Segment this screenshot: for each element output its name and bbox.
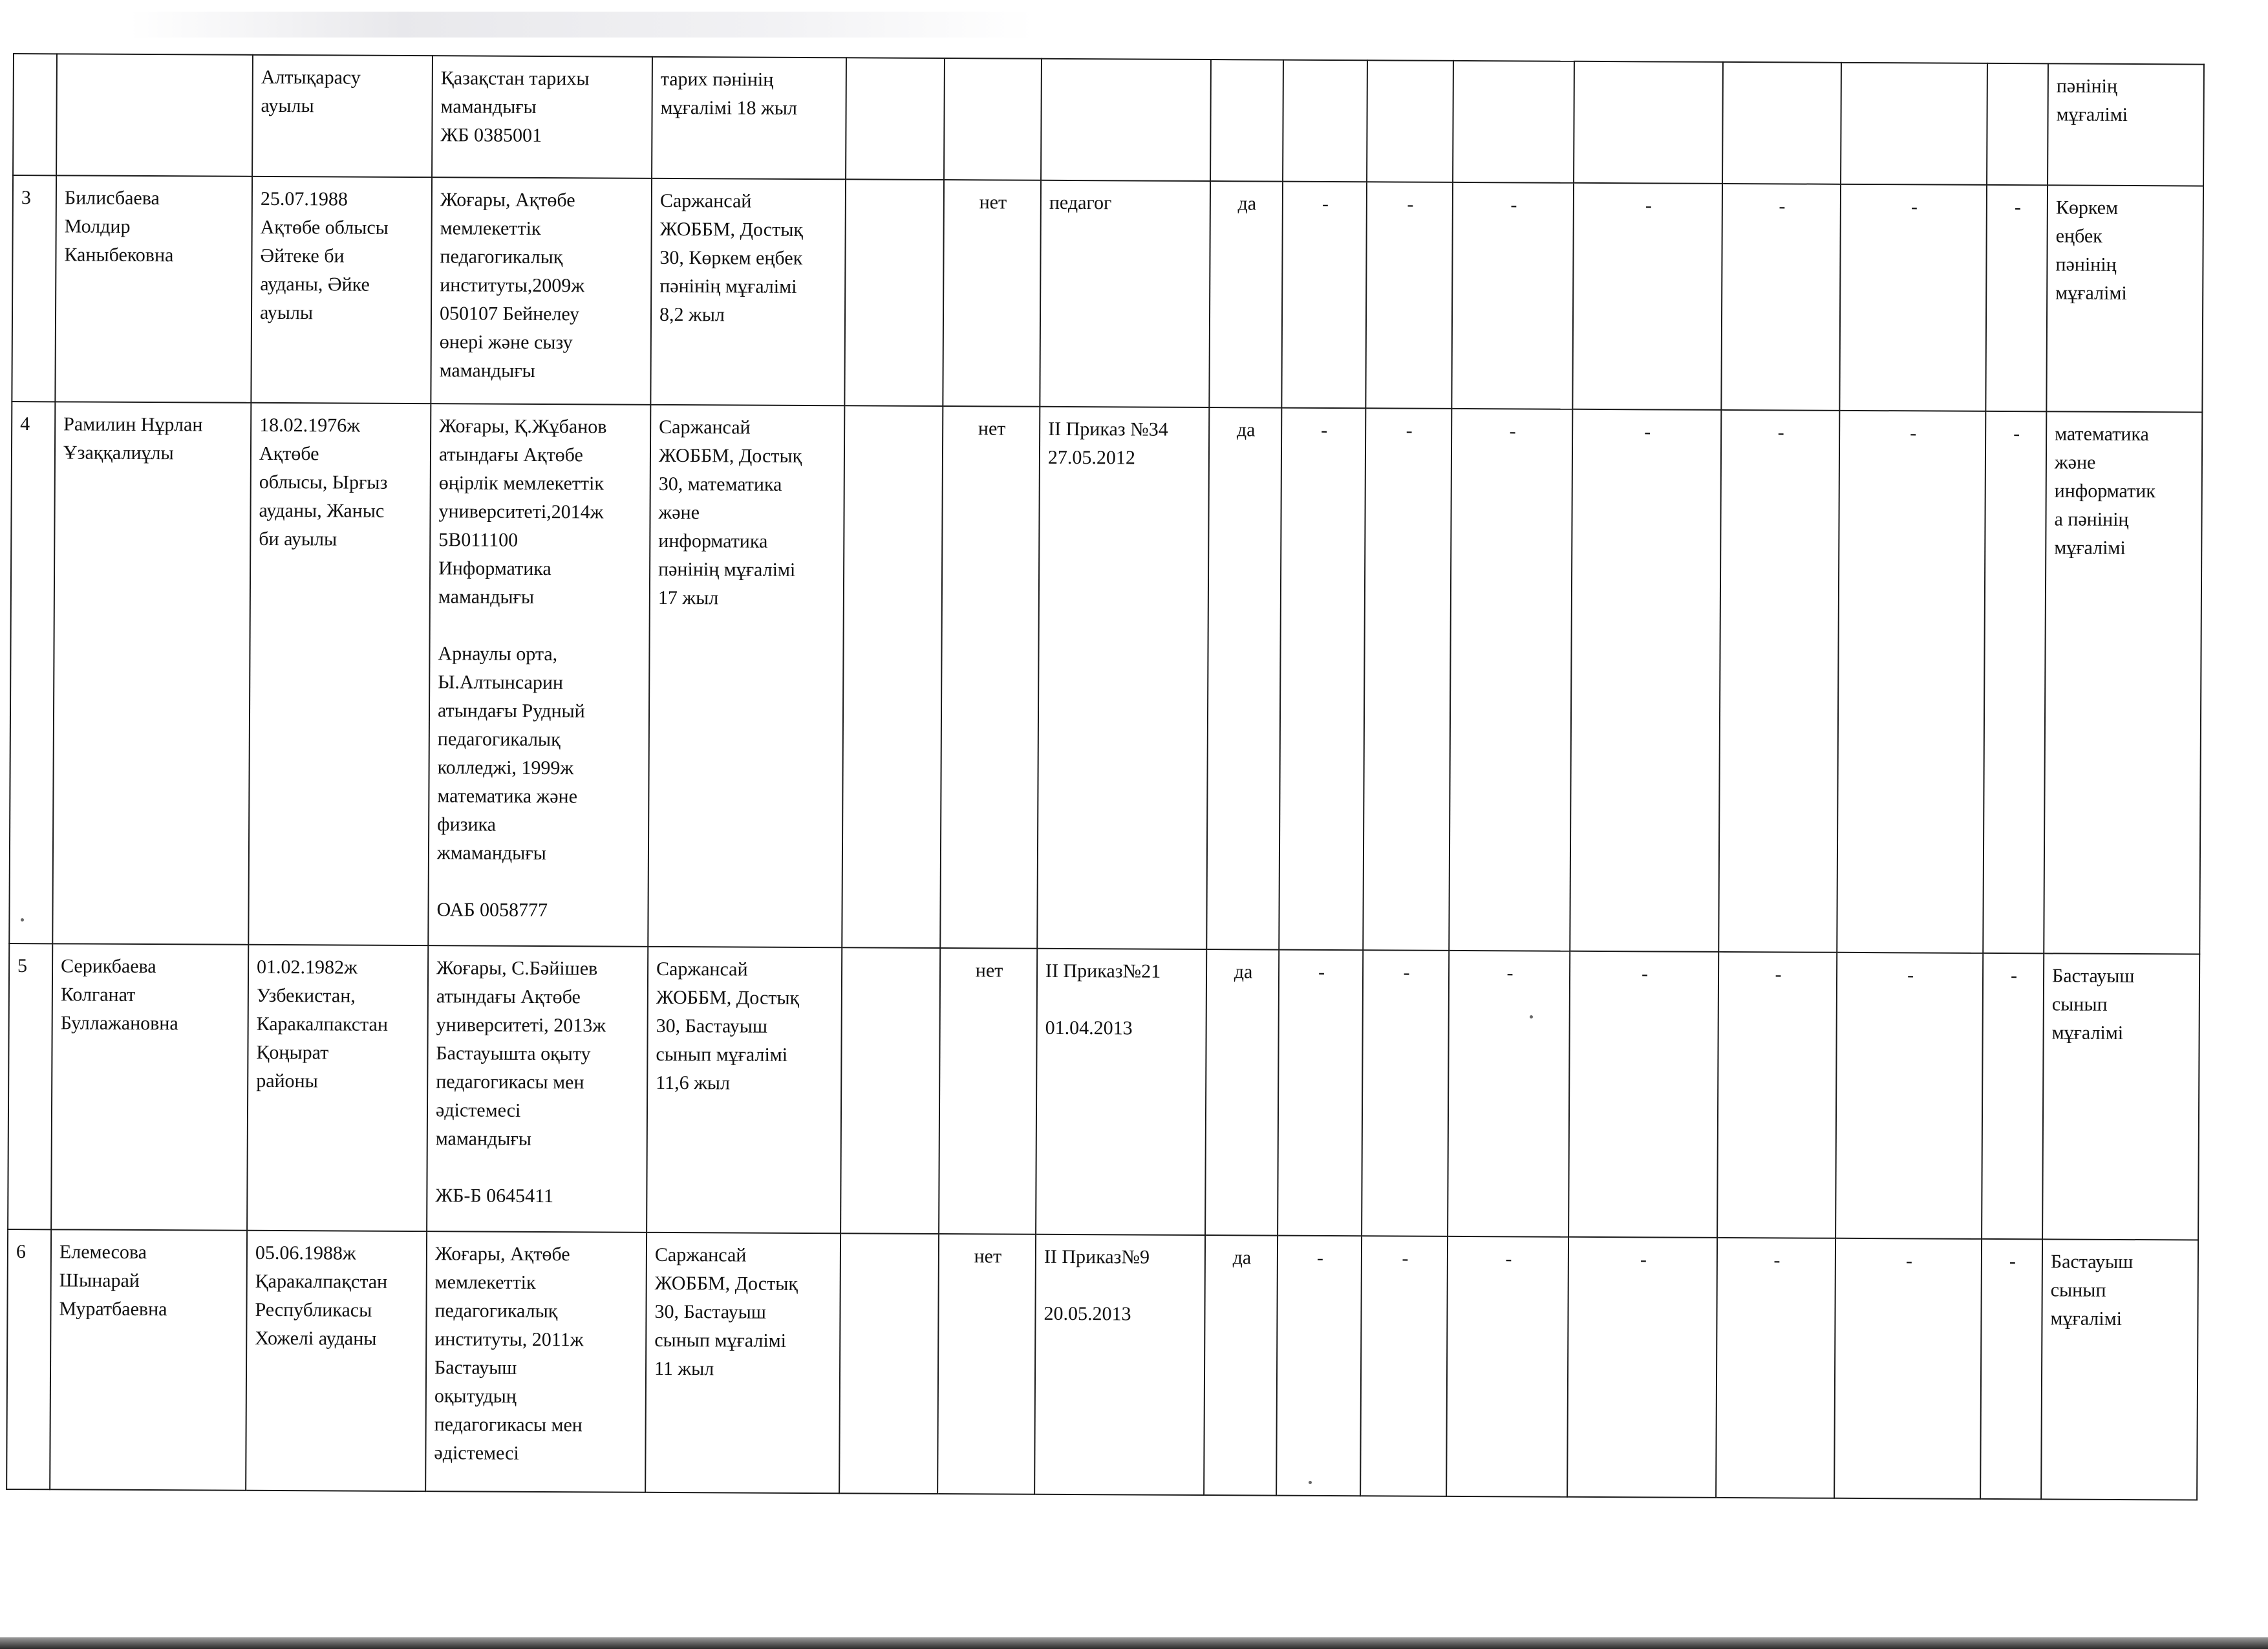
- empty-cell: [844, 179, 944, 406]
- birth-date-place: Алтықарасу ауылы: [252, 55, 433, 177]
- dash-cell: -: [1365, 182, 1453, 409]
- category-cell: II Приказ№21 01.04.2013: [1036, 949, 1206, 1235]
- subject-cell: пәнінің мұғалімі: [2048, 63, 2204, 186]
- workplace-experience: Саржансай ЖОББМ, Достық 30, Бастауыш сынып мұғалімі 11,6 жыл: [647, 947, 842, 1233]
- status-cell: нет: [943, 180, 1041, 407]
- birth-date-place: 25.07.1988 Ақтөбе облысы Әйтеке би ауданы, Әйке ауылы: [251, 177, 432, 404]
- full-name: Билисбаева Молдир Каныбековна: [55, 175, 252, 402]
- education: Жоғары, Қ.Жұбанов атындағы Ақтөбе өңірлік мемлекеттік университеті,2014ж 5В011100 Информатика мамандығы Арнаулы орта, Ы.Алтынсарин атындағы Рудный педагогикалық колледжі, 1999ж математика және физика жмамандығы ОАБ 0058777: [428, 404, 650, 947]
- subject-cell: математика және информатик а пәнінің мұғалімі: [2044, 411, 2202, 954]
- dash-cell: -: [1362, 950, 1449, 1236]
- workplace-experience: Саржансай ЖОББМ, Достық 30, математика және информатика пәнінің мұғалімі 17 жыл: [648, 405, 844, 947]
- status-cell: нет: [937, 1234, 1036, 1494]
- dash-cell: -: [1980, 1239, 2042, 1499]
- scan-speck: [21, 918, 24, 921]
- confirm-cell: [1210, 59, 1283, 182]
- dash-cell: -: [1982, 953, 2044, 1239]
- dash-cell: -: [1446, 1236, 1568, 1497]
- dash-cell: -: [1567, 1237, 1717, 1498]
- category-cell: [1041, 59, 1211, 181]
- row-number: 6: [6, 1229, 51, 1489]
- dash-cell: -: [1449, 409, 1572, 951]
- dash-cell: -: [1718, 410, 1839, 953]
- dash-cell: -: [1572, 183, 1722, 410]
- table-row: [9, 402, 2202, 954]
- dash-cell: [1453, 61, 1574, 183]
- dash-cell: [1722, 62, 1841, 184]
- education: Қазақстан тарихы мамандығы ЖБ 0385001: [432, 56, 652, 178]
- dash-cell: [1283, 60, 1367, 182]
- dash-cell: -: [1360, 1236, 1448, 1496]
- dash-cell: -: [1276, 1236, 1362, 1496]
- dash-cell: -: [1279, 408, 1365, 951]
- row-number: [13, 54, 57, 175]
- dash-cell: -: [1448, 951, 1570, 1237]
- scan-speck: [1309, 1481, 1312, 1484]
- dash-cell: [1574, 61, 1723, 184]
- confirm-cell: да: [1206, 407, 1281, 950]
- scan-smudge: [129, 12, 1034, 38]
- workplace-experience: тарих пәнінің мұғалімі 18 жыл: [652, 57, 846, 179]
- confirm-cell: да: [1205, 949, 1279, 1236]
- scan-edge: [0, 1637, 2268, 1649]
- category-cell: II Приказ №34 27.05.2012: [1037, 407, 1209, 949]
- dash-cell: [1841, 63, 1987, 185]
- dash-cell: -: [1983, 411, 2046, 953]
- dash-cell: -: [1568, 951, 1718, 1238]
- table-row: [13, 54, 2204, 186]
- empty-cell: [840, 947, 940, 1234]
- dash-cell: -: [1717, 952, 1837, 1238]
- empty-cell: [842, 405, 943, 948]
- workplace-experience: Саржансай ЖОББМ, Достық 30, Көркем еңбек пәнінің мұғалімі 8,2 жыл: [650, 178, 846, 405]
- full-name: [56, 54, 253, 176]
- dash-cell: -: [1570, 409, 1721, 952]
- full-name: Серикбаева Колганат Буллажановна: [51, 943, 248, 1230]
- status-cell: [944, 58, 1042, 180]
- table-row: [6, 1229, 2198, 1500]
- empty-cell: [846, 58, 945, 180]
- staff-table: [6, 53, 2205, 1501]
- row-number: 4: [9, 402, 55, 943]
- education: Жоғары, Ақтөбе мемлекеттік педагогикалық институты,2009ж 050107 Бейнелеу өнері және сызу мамандығы: [431, 177, 652, 405]
- birth-date-place: 05.06.1988ж Қаракалпақстан Республикасы Хожелі ауданы: [246, 1231, 427, 1491]
- dash-cell: -: [1839, 184, 1987, 411]
- row-number: 5: [8, 943, 52, 1229]
- row-number: 3: [12, 175, 56, 402]
- full-name: Елемесова Шынарай Муратбаевна: [50, 1229, 247, 1490]
- dash-cell: [1987, 63, 2048, 185]
- dash-cell: -: [1716, 1238, 1835, 1498]
- subject-cell: Бастауыш сынып мұғалімі: [2042, 953, 2199, 1240]
- confirm-cell: да: [1204, 1235, 1278, 1496]
- table-row: [12, 175, 2203, 413]
- education: Жоғары, С.Бәйішев атындағы Ақтөбе университеті, 2013ж Бастауышта оқыту педагогикасы мен әдістемесі мамандығы ЖБ-Б 0645411: [427, 945, 648, 1233]
- scan-speck: [1530, 1015, 1533, 1018]
- status-cell: нет: [939, 948, 1037, 1234]
- dash-cell: -: [1281, 182, 1367, 409]
- full-name: Рамилин Нұрлан Ұзаққалиұлы: [52, 402, 251, 944]
- subject-cell: Бастауыш сынып мұғалімі: [2041, 1239, 2198, 1500]
- dash-cell: -: [1834, 1238, 1982, 1499]
- dash-cell: -: [1721, 184, 1841, 411]
- dash-cell: -: [1278, 950, 1363, 1236]
- empty-cell: [839, 1233, 939, 1494]
- dash-cell: -: [1363, 408, 1451, 951]
- table-row: [8, 943, 2199, 1240]
- workplace-experience: Саржансай ЖОББМ, Достық 30, Бастауыш сынып мұғалімі 11 жыл: [645, 1233, 840, 1493]
- category-cell: педагог: [1040, 180, 1210, 407]
- dash-cell: -: [1837, 411, 1985, 953]
- birth-date-place: 01.02.1982ж Узбекистан, Каракалпакстан Қоңырат районы: [247, 945, 428, 1231]
- dash-cell: [1367, 60, 1453, 182]
- dash-cell: -: [1451, 182, 1574, 409]
- category-cell: II Приказ№9 20.05.2013: [1034, 1234, 1205, 1495]
- confirm-cell: да: [1209, 181, 1283, 408]
- table-body: [6, 54, 2204, 1500]
- dash-cell: -: [1835, 953, 1983, 1239]
- status-cell: нет: [940, 406, 1040, 949]
- birth-date-place: 18.02.1976ж Ақтөбе облысы, Ырғыз ауданы, Жаныс би ауылы: [248, 403, 431, 945]
- education: Жоғары, Ақтөбе мемлекеттік педагогикалық институты, 2011ж Бастауыш оқытудың педагогикасы мен әдістемесі: [425, 1231, 647, 1493]
- subject-cell: Көркем еңбек пәнінің мұғалімі: [2046, 185, 2203, 412]
- dash-cell: -: [1985, 185, 2048, 411]
